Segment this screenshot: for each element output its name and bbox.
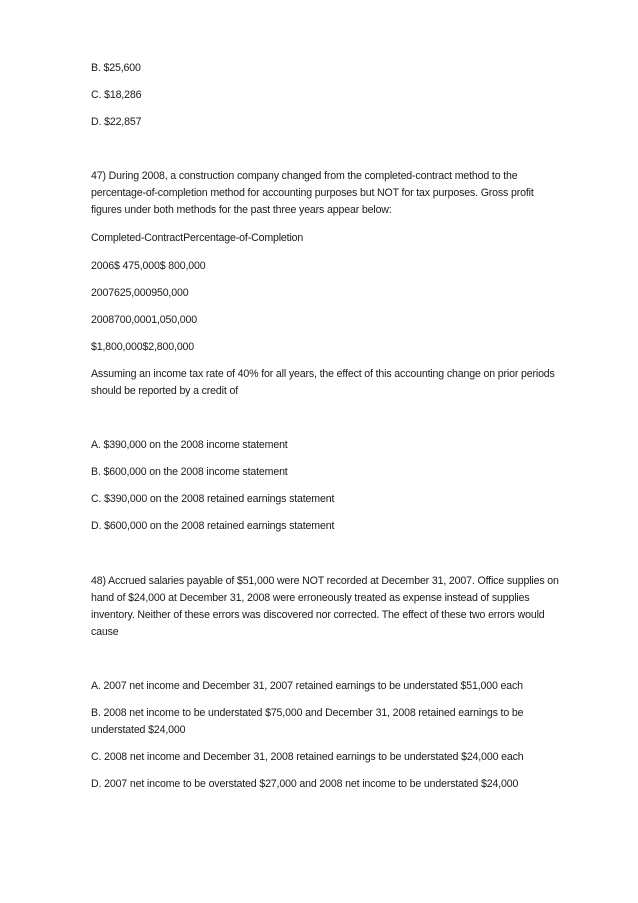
q47-table-header: Completed-ContractPercentage-of-Completion xyxy=(91,232,304,244)
q47-stem-line-2: percentage-of-completion method for accounting purposes but NOT for tax purposes. Gross profit xyxy=(91,187,534,199)
q48-stem-line-3: inventory. Neither of these errors was discovered nor corrected. The effect of these two errors would xyxy=(91,609,545,621)
q46-option-b: B. $25,600 xyxy=(91,62,141,74)
q47-table-row-2008: 2008700,0001,050,000 xyxy=(91,314,197,326)
q47-table-row-2006: 2006$ 475,000$ 800,000 xyxy=(91,260,206,272)
q48-option-c: C. 2008 net income and December 31, 2008 retained earnings to be understated $24,000 each xyxy=(91,751,524,763)
q47-question-line-1: Assuming an income tax rate of 40% for all years, the effect of this accounting change on prior periods xyxy=(91,368,555,380)
q48-option-b-line-2: understated $24,000 xyxy=(91,724,186,736)
q47-option-a: A. $390,000 on the 2008 income statement xyxy=(91,439,288,451)
q48-option-a: A. 2007 net income and December 31, 2007 retained earnings to be understated $51,000 each xyxy=(91,680,523,692)
q47-option-d: D. $600,000 on the 2008 retained earnings statement xyxy=(91,520,335,532)
q46-option-c: C. $18,286 xyxy=(91,89,142,101)
q47-stem-line-3: figures under both methods for the past three years appear below: xyxy=(91,204,392,216)
q48-option-d: D. 2007 net income to be overstated $27,000 and 2008 net income to be understated $24,000 xyxy=(91,778,519,790)
q47-option-b: B. $600,000 on the 2008 income statement xyxy=(91,466,288,478)
q48-stem-line-2: hand of $24,000 at December 31, 2008 were erroneously treated as expense instead of supplies xyxy=(91,592,530,604)
q46-option-d: D. $22,857 xyxy=(91,116,142,128)
q47-option-c: C. $390,000 on the 2008 retained earnings statement xyxy=(91,493,335,505)
q47-table-total: $1,800,000$2,800,000 xyxy=(91,341,195,353)
q47-question-line-2: should be reported by a credit of xyxy=(91,385,238,397)
q48-stem-line-1: 48) Accrued salaries payable of $51,000 were NOT recorded at December 31, 2007. Office supplies on xyxy=(91,575,559,587)
q48-option-b-line-1: B. 2008 net income to be understated $75,000 and December 31, 2008 retained earnings to be xyxy=(91,707,524,719)
q47-table-row-2007: 2007625,000950,000 xyxy=(91,287,189,299)
q47-stem-line-1: 47) During 2008, a construction company changed from the completed-contract method to the xyxy=(91,170,518,182)
q48-stem-line-4: cause xyxy=(91,626,119,638)
